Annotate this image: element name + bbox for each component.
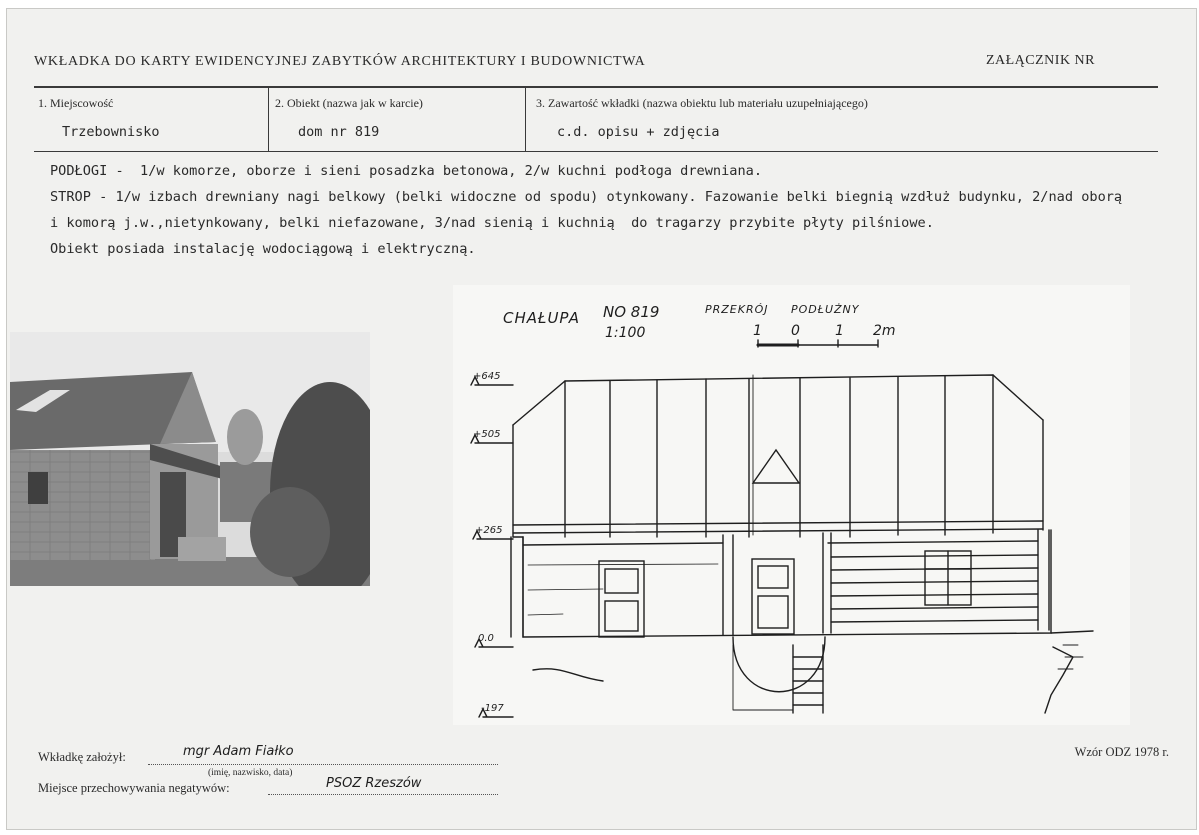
level-label: +645 [473, 371, 501, 382]
drawing-scale: 1:100 [605, 325, 646, 341]
scale-tick-2m: 2m [873, 323, 896, 339]
founder-value: mgr Adam Fiałko [183, 744, 294, 759]
form-reference: Wzór ODZ 1978 r. [1074, 745, 1169, 759]
card-title: WKŁADKA DO KARTY EWIDENCYJNEJ ZABYTKÓW ARCHITEKTURY I BUDOWNICTWA [34, 54, 646, 69]
level-label: 0.0 [478, 633, 494, 644]
content-value: c.d. opisu + zdjęcia [557, 124, 720, 140]
scale-tick-1: 1 [753, 323, 762, 339]
field-divider-2 [525, 88, 526, 151]
level-label: +265 [475, 525, 503, 536]
object-value: dom nr 819 [298, 124, 380, 140]
location-label: 1. Miejscowość [38, 96, 114, 110]
description-line: PODŁOGI - 1/w komorze, oborze i sieni posadzka betonowa, 2/w kuchni podłoga drewniana. [50, 163, 763, 179]
photo-image [10, 332, 370, 586]
level-label: +505 [473, 429, 501, 440]
drawing-number: NO 819 [603, 303, 660, 321]
description-line: STROP - 1/w izbach drewniany nagi belkowy (belki widoczne od spodu) otynkowany. Fazowanie belki biegnią wzdłuż budynku, 2/nad oborą [50, 189, 1123, 205]
storage-dotted-line [268, 794, 498, 795]
description-text [50, 158, 1170, 262]
description-line: Obiekt posiada instalację wodociągową i elektryczną. [50, 241, 476, 257]
description-line: i komorą j.w.,nietynkowany, belki niefazowane, 3/nad sienią i kuchnią do tragarzy przybite płyty pilśniowe. [50, 215, 934, 231]
drawing-section: PRZEKRÓJ PODŁUŻNY [705, 303, 860, 316]
section-linework [453, 285, 1130, 725]
object-label: 2. Obiekt (nazwa jak w karcie) [275, 96, 423, 110]
header-top-rule [34, 86, 1158, 88]
scale-tick-0: 0 [791, 323, 800, 339]
header-bottom-rule [34, 151, 1158, 152]
scale-tick-1b: 1 [835, 323, 844, 339]
storage-label: Miejsce przechowywania negatywów: [38, 781, 230, 795]
cottage-photo [10, 332, 370, 586]
founder-note: (imię, nazwisko, data) [208, 768, 293, 778]
founder-dotted-line [148, 764, 498, 765]
drawing-title: CHAŁUPA [503, 309, 580, 327]
founder-label: Wkładkę założył: [38, 750, 126, 764]
storage-value: PSOZ Rzeszów [326, 776, 422, 791]
section-drawing [453, 285, 1130, 725]
annex-number: ZAŁĄCZNIK NR [985, 53, 1095, 68]
location-value: Trzebownisko [62, 124, 160, 140]
field-divider-1 [268, 88, 269, 151]
level-label: -197 [481, 703, 504, 714]
content-label: 3. Zawartość wkładki (nazwa obiektu lub materiału uzupełniającego) [536, 96, 868, 110]
